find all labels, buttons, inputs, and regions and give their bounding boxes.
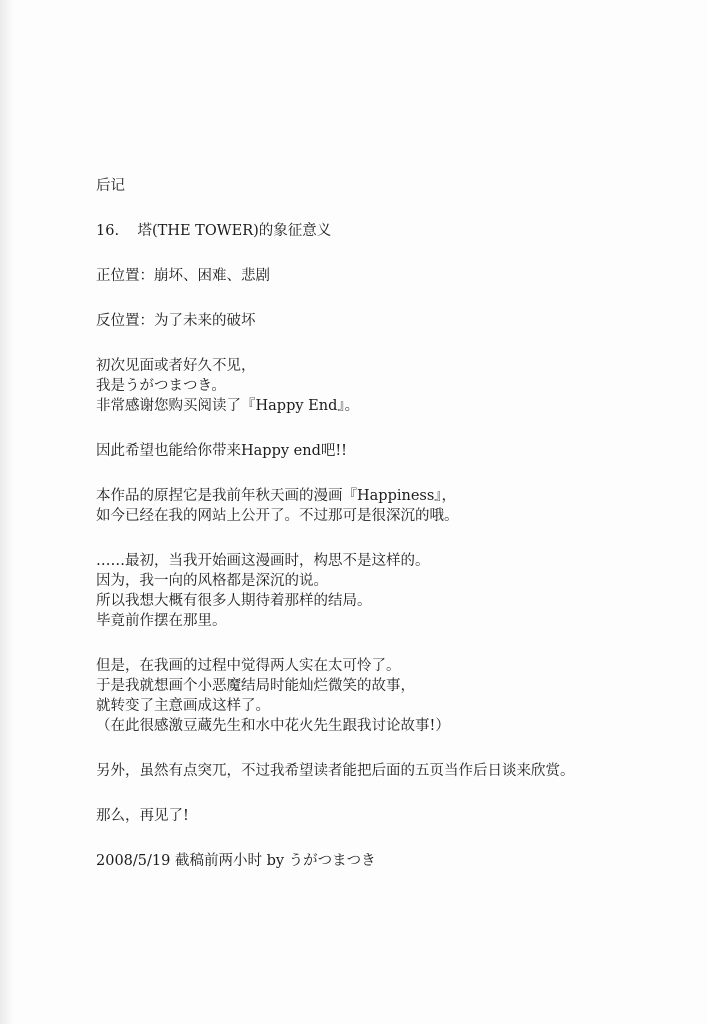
upright-meaning: 正位置：崩坏、困难、悲剧 — [96, 268, 270, 284]
paragraph — [96, 441, 676, 461]
upright-meaning-block — [96, 266, 676, 286]
section-title: 塔(THE TOWER)的象征意义 — [137, 223, 332, 239]
paragraph-line: （在此很感激豆蔵先生和水中花火先生跟我讨论故事!） — [96, 718, 450, 734]
paragraph-line: 初次见面或者好久不见， — [96, 358, 256, 374]
paragraph-line: 因为，我一向的风格都是深沉的说。 — [96, 573, 328, 589]
paragraph-line: 但是，在我画的过程中觉得两人实在太可怜了。 — [96, 658, 401, 674]
paragraph-line: 如今已经在我的网站上公开了。不过那可是很深沉的哦。 — [96, 508, 459, 524]
paragraph-line: 就转变了主意画成这样了。 — [96, 698, 270, 714]
paragraph — [96, 551, 676, 631]
paragraph-line: 非常感谢您购买阅读了『Happy End』。 — [96, 398, 360, 414]
paragraph — [96, 806, 676, 826]
paragraph-line: 那么，再见了! — [96, 808, 189, 824]
paragraph — [96, 486, 676, 526]
paragraph-line: 因此希望也能给你带来Happy end吧!! — [96, 443, 348, 459]
document-title-block — [96, 176, 676, 196]
reversed-meaning: 反位置：为了未来的破坏 — [96, 313, 256, 329]
paragraph — [96, 356, 676, 416]
afterword-text — [96, 176, 676, 896]
binding-shadow — [0, 0, 14, 1024]
paragraph-line: 所以我想大概有很多人期待着那样的结局。 — [96, 593, 372, 609]
paragraph-line: 本作品的原捏它是我前年秋天画的漫画『Happiness』， — [96, 488, 457, 504]
paragraph — [96, 656, 676, 736]
paragraph-line: 毕竟前作摆在那里。 — [96, 613, 227, 629]
paragraph-line: ……最初，当我开始画这漫画时，构思不是这样的。 — [96, 553, 430, 569]
paragraph-line: 于是我就想画个小恶魔结局时能灿烂微笑的故事， — [96, 678, 415, 694]
reversed-meaning-block — [96, 311, 676, 331]
signature: 2008/5/19 截稿前两小时 by うがつまつき — [96, 853, 376, 869]
section-number: 16. — [96, 223, 120, 239]
paragraph — [96, 761, 676, 781]
paragraph-line: 我是うがつまつき。 — [96, 378, 226, 394]
signature-block — [96, 851, 676, 871]
document-title: 后记 — [96, 178, 125, 194]
paragraph-line: 另外，虽然有点突兀，不过我希望读者能把后面的五页当作后日谈来欣赏。 — [96, 763, 575, 779]
section-heading — [96, 221, 676, 241]
